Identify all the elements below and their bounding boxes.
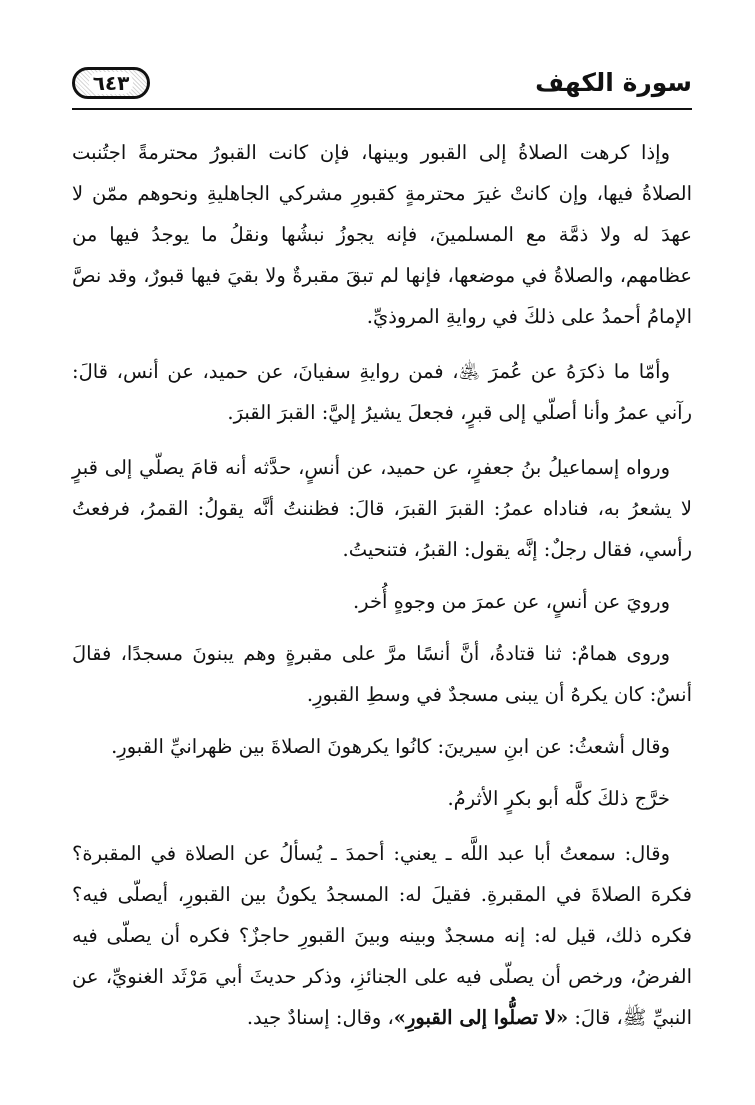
paragraph-burial-prayer: وإذا كرهت الصلاةُ إلى القبور وبينها، فإن كانت القبورُ محترمةً اجتُنبت الصلاةُ فيها، وإن كانتْ غيرَ محترمةٍ كقبورِ مشركي الجاهليةِ ونحوهم ممّن لا عهدَ له ولا ذمَّة مع المسلمينَ، فإنه يجوزُ نبشُها ونقلُ ما يوجدُ فيها من عظامهم، والصلاةُ في موضعها، فإنها لم تبقَ مقبرةٌ ولا بقيَ فيها قبورٌ، وقد نصَّ الإمامُ أحمدُ على ذلكَ في روايةِ المروذيِّ. [72, 141, 692, 328]
hadith-grading: ، وقال: إسنادٌ جيد. [246, 1006, 394, 1029]
paragraph-other-routes: ورويَ عن أنسٍ، عن عمرَ من وجوهٍ أُخر. [352, 590, 670, 613]
paragraph-ismail-narration: ورواه إسماعيلُ بنُ جعفرٍ، عن حميد، عن أنسٍ، حدَّثه أنه قامَ يصلّي إلى قبرٍ لا يشعرُ به، فناداه عمرُ: القبرَ القبرَ، قالَ: فظننتُ أنَّه يقولُ: القمرُ، فرفعتُ رأسي، فقال رجلٌ: إنَّه يقول: القبرُ، فتنحيتُ. [72, 456, 692, 561]
paragraph-umar-report: وأمّا ما ذكرَهُ عن عُمرَ ﵁، فمن روايةِ سفيانَ، عن حميد، عن أنس، قالَ: رآني عمرُ وأنا أصلّي إلى قبرٍ، فجعلَ يشيرُ إليَّ: القبرَ القبرَ. [72, 360, 692, 424]
page-number: ٦٤٣ [89, 72, 134, 94]
paragraph-hammam-narration: وروى همامٌ: ثنا قتادةُ، أنَّ أنسًا مرَّ على مقبرةٍ وهم يبنونَ مسجدًا، فقالَ أنسٌ: كان يكرهُ أن يبنى مسجدٌ في وسطِ القبورِ. [72, 642, 692, 706]
paragraph-ahmad-question [72, 833, 692, 1038]
ahmad-question-text: وقال: سمعتُ أبا عبد اللَّه ـ يعني: أحمدَ ـ يُسألُ عن الصلاة في المقبرة؟ فكرهَ الصلاةَ في المقبرةِ. فقيلَ له: المسجدُ يكونُ بين القبورِ، أيصلّى فيه؟ فكره ذلك، قيل له: إنه مسجدٌ وبينه وبينَ القبورِ حاجزٌ؟ فكره أن يصلّى فيه الفرضُ، ورخص أن يصلّى فيه على الجنائزِ، وذكر حديثَ أبي مَرْثَد الغنويِّ، عن النبيِّ ﷺ، قالَ: [72, 842, 692, 1029]
header-rule [72, 108, 692, 110]
paragraph-athram-source: خرَّج ذلكَ كلَّه أبو بكرٍ الأثرمُ. [447, 787, 670, 810]
hadith-quote: «لا تصلُّوا إلى القبورِ» [393, 1006, 569, 1029]
page-number-badge [72, 67, 150, 99]
page-body [72, 132, 692, 1049]
page-header [72, 62, 692, 106]
paragraph-ashath-narration: وقال أشعثُ: عن ابنِ سيرينَ: كانُوا يكرهونَ الصلاةَ بين ظهرانيِّ القبورِ. [111, 735, 670, 758]
surah-title: سورة الكهف [535, 68, 692, 97]
